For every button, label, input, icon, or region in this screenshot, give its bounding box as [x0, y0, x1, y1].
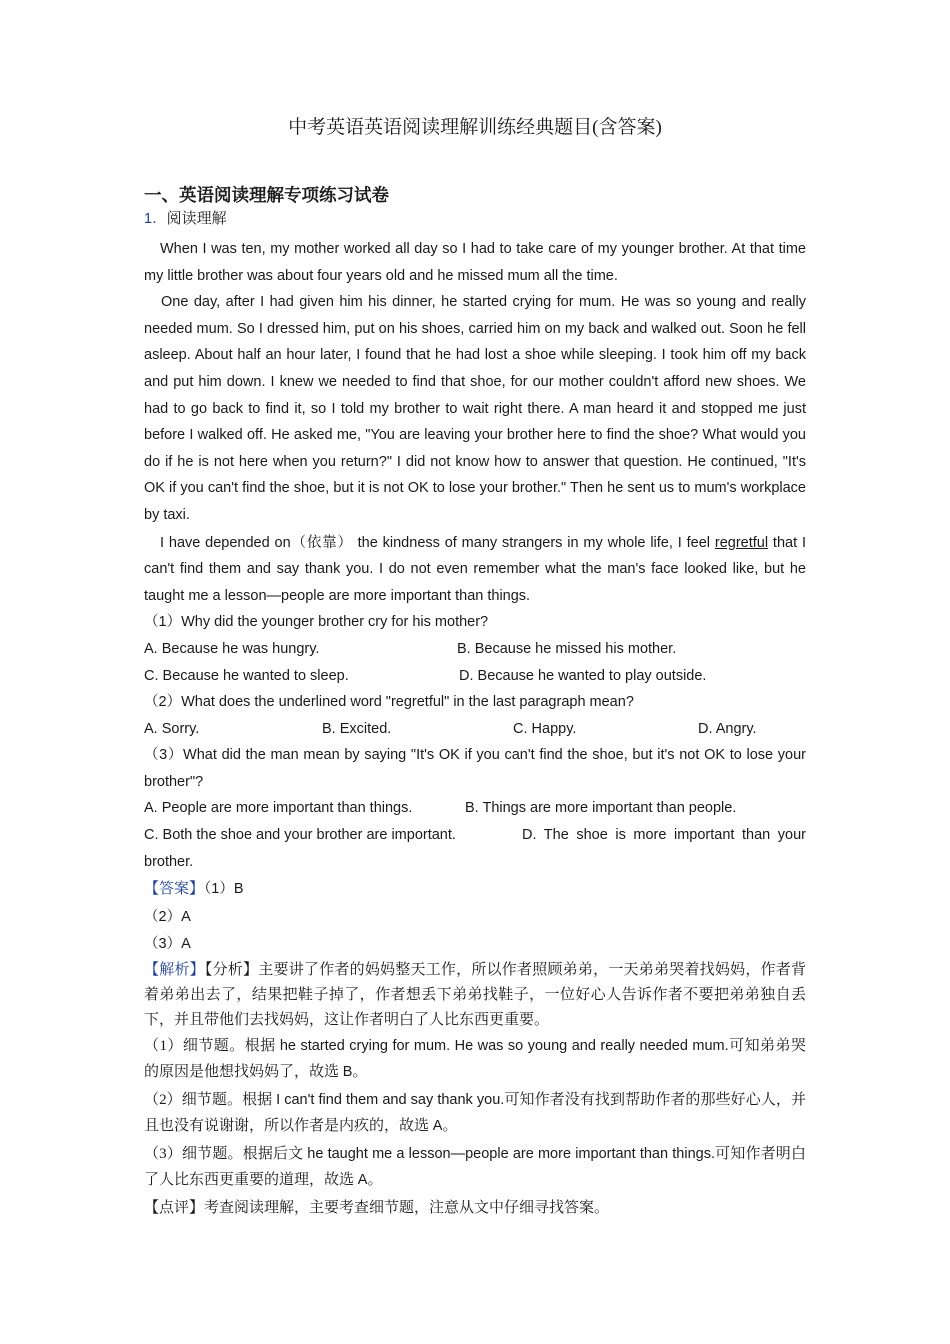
option-c: C. Both the shoe and your brother are important. [144, 827, 456, 844]
option-a: A. Because he was hungry. [144, 640, 320, 657]
detail-1-answer: B [342, 1064, 353, 1081]
option-a: A. People are more important than things. [144, 800, 413, 817]
underlined-word: regretful [714, 534, 769, 551]
detail-2-reason: 可知作者没有找到帮助作者的那些好心人，并且也没有说谢谢，所以作者是内疚的，故选 [144, 1092, 806, 1135]
question-number: 1． [144, 211, 167, 227]
detail-3-end: 。 [367, 1172, 383, 1189]
detail-1-end: 。 [352, 1064, 368, 1081]
document-body [144, 182, 806, 1222]
answer-1: （1）B [204, 881, 244, 898]
page-title: 中考英语英语阅读理解训练经典题目(含答案) [288, 117, 662, 138]
section-heading: 一、英语阅读理解专项练习试卷 [144, 185, 389, 205]
option-b: B. Because he missed his mother. [457, 640, 677, 657]
detail-2-quote: I can't find them and say thank you. [276, 1092, 505, 1109]
option-b: B. Excited. [322, 720, 392, 737]
answer-2: （2）A [144, 908, 191, 925]
answer-tag: 【答案】 [144, 881, 205, 898]
detail-1-quote: he started crying for mum. He was so young and really needed mum. [279, 1038, 729, 1055]
passage-p3-end: that I can't find them and say thank you. I do not even remember what the man's face looked like, but he taught me a lesson—people are more important than things. [144, 534, 806, 604]
analysis-detail-3 [144, 1141, 806, 1193]
detail-3-prefix: （3）细节题。根据后文 [144, 1146, 308, 1163]
question-2-stem: （2）What does the underlined word "regretful" in the last paragraph mean? [144, 694, 634, 711]
detail-2-end: 。 [442, 1118, 458, 1135]
detail-1-reason: 可知弟弟哭的原因是他想找妈妈了，故选 [144, 1038, 806, 1081]
option-c: C. Because he wanted to sleep. [144, 667, 349, 684]
detail-2-prefix: （2）细节题。根据 [144, 1092, 277, 1109]
analysis-comment: 【点评】考查阅读理解，主要考查细节题，注意从文中仔细寻找答案。 [144, 1200, 610, 1217]
analysis-summary [144, 958, 806, 1033]
analysis-detail-1 [144, 1033, 806, 1085]
option-d: D. The shoe is more important than your brother. [144, 827, 806, 870]
passage-paragraph-1: When I was ten, my mother worked all day so I had to take care of my younger brother. At that time my little brother was about four years old and he missed mum all the time. [144, 241, 806, 284]
detail-2-answer: A [432, 1118, 443, 1135]
option-b: B. Things are more important than people. [465, 800, 737, 817]
option-c: C. Happy. [513, 720, 577, 737]
question-1-stem: （1）Why did the younger brother cry for his mother? [144, 614, 489, 631]
passage-p3-start: I have depended on（依靠） the kindness of many strangers in my whole life, I feel [160, 534, 715, 551]
passage-paragraph-3 [144, 530, 806, 610]
question-2-options [144, 716, 806, 743]
question-3-stem: （3）What did the man mean by saying "It's OK if you can't find the shoe, but it's not OK to lose your brother"? [144, 747, 806, 790]
detail-3-reason: 可知作者明白了人比东西更重要的道理，故选 [144, 1146, 806, 1189]
passage-paragraph-2: One day, after I had given him his dinner, he started crying for mum. He was so young and really needed mum. So I dressed him, put on his shoes, carried him on my back and walked out. Soon he fell asleep. About half an hour later, I found that he had lost a shoe while sleeping. I took him off my back and put him down. I knew we needed to find that shoe, for our mother couldn't afford new shoes. We had to go back to find it, so I told my brother to wait right there. A man heard it and stopped me just before I walked off. He asked me, "You are leaving your brother here to find the shoe? What would you do if he is not here when you return?" I did not know how to answer that question. He continued, "It's OK if you can't find the shoe, but it is not OK to lose your brother." Then he sent us to mum's workplace by taxi. [144, 294, 806, 523]
question-3-options-row-2 [144, 822, 806, 875]
question-1-options-row-1 [144, 636, 806, 663]
analysis-summary-text: 【分析】主要讲了作者的妈妈整天工作，所以作者照顾弟弟，一天弟弟哭着找妈妈，作者背着弟弟出去了，结果把鞋子掉了，作者想丢下弟弟找鞋子，一位好心人告诉作者不要把弟弟独自丢下，并且带他们去找妈妈，这让作者明白了人比东西更重要。 [144, 962, 806, 1029]
analysis-detail-2 [144, 1087, 806, 1139]
question-1-options-row-2 [144, 663, 806, 690]
option-a: A. Sorry. [144, 720, 200, 737]
detail-1-prefix: （1）细节题。根据 [144, 1038, 280, 1055]
option-d: D. Angry. [698, 720, 757, 737]
question-3-options-row-1 [144, 795, 806, 822]
detail-3-answer: A [357, 1172, 368, 1189]
question-label: 阅读理解 [166, 211, 227, 227]
question-header [144, 208, 806, 230]
answer-3: （3）A [144, 936, 191, 953]
answer-line-1 [144, 876, 806, 903]
analysis-tag: 【解析】 [144, 962, 205, 979]
option-d: D. Because he wanted to play outside. [459, 667, 707, 684]
detail-3-quote: he taught me a lesson—people are more important than things. [307, 1146, 715, 1163]
